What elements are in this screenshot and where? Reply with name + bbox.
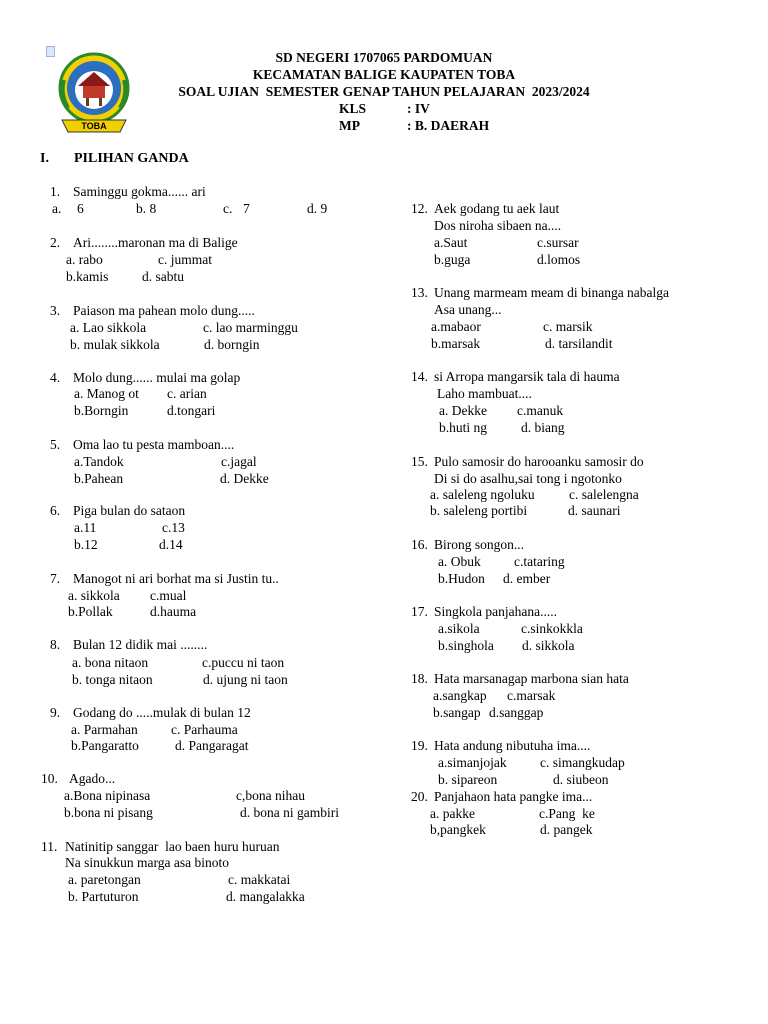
question-text: Pulo samosir do harooanku samosir do: [434, 454, 644, 469]
option-b: b,pangkek: [430, 822, 486, 837]
option-b: b.sangap: [433, 705, 481, 720]
question-text: Manogot ni ari borhat ma si Justin tu..: [73, 571, 279, 586]
class-label: KLS: [339, 101, 367, 116]
option-c: c. jummat: [158, 252, 212, 267]
option-d: d. sabtu: [142, 269, 184, 284]
option-c: c. marsik: [543, 319, 593, 334]
option-a: a. Parmahan: [71, 722, 138, 737]
question-number: 3.: [50, 303, 61, 318]
option-b: b.Pahean: [74, 471, 124, 486]
question-text: Saminggu gokma...... ari: [73, 184, 206, 199]
subject-value: : B. DAERAH: [407, 118, 490, 133]
option-c: c. lao marminggu: [203, 320, 298, 335]
option-c: c.13: [162, 520, 185, 535]
question-number: 8.: [50, 637, 61, 652]
option-a: a.Bona nipinasa: [64, 788, 151, 803]
option-b: b.Pollak: [68, 604, 113, 619]
question-text: Singkola panjahana.....: [434, 604, 557, 619]
question-number: 11.: [41, 839, 58, 854]
option-a: a. Manog ot: [74, 386, 139, 401]
option-c: c.Pang ke: [539, 806, 595, 821]
question-text: si Arropa mangarsik tala di hauma: [434, 369, 620, 384]
section-title: PILIHAN GANDA: [74, 151, 189, 166]
question-number: 12.: [411, 201, 428, 216]
option-d: d.14: [159, 537, 183, 552]
question-text: Aek godang tu aek laut: [434, 201, 560, 216]
question-number: 15.: [411, 454, 428, 469]
question-text-line-2: Dos niroha sibaen na....: [434, 218, 562, 233]
question-text: Godang do .....mulak di bulan 12: [73, 705, 251, 720]
question-text: Piga bulan do sataon: [73, 503, 186, 518]
option-c: c. Parhauma: [171, 722, 238, 737]
question-number: 1.: [50, 184, 61, 199]
option-a: a. Obuk: [438, 554, 481, 569]
question-text: Unang marmeam meam di binanga nabalga: [434, 285, 670, 300]
option-b: b.Borngin: [74, 403, 129, 418]
option-c: c.mual: [150, 588, 187, 603]
option-a: a.Tandok: [74, 454, 124, 469]
question-text: Panjahaon hata pangke ima...: [434, 789, 593, 804]
option-c: c.sursar: [537, 235, 579, 250]
option-c-value: 7: [243, 201, 250, 216]
question-number: 4.: [50, 370, 61, 385]
option-b: b. mulak sikkola: [70, 337, 160, 352]
option-b: b. 8: [136, 201, 157, 216]
question-number: 9.: [50, 705, 61, 720]
option-d: d. borngin: [204, 337, 260, 352]
question-number: 20.: [411, 789, 428, 804]
option-d: d. sikkola: [522, 638, 575, 653]
question-number: 5.: [50, 437, 61, 452]
option-a: a. Dekke: [439, 403, 487, 418]
question-number: 17.: [411, 604, 428, 619]
option-d: d. Dekke: [220, 471, 269, 486]
question-text: Agado...: [69, 771, 116, 786]
option-d: d. Pangaragat: [175, 738, 249, 753]
option-a: a.Saut: [434, 235, 468, 250]
logo-text: TOBA: [81, 121, 107, 131]
section-number: I.: [40, 151, 49, 166]
option-a: a.: [52, 201, 62, 216]
option-d: d.sanggap: [489, 705, 544, 720]
option-a: a.simanjojak: [438, 755, 507, 770]
question-number: 13.: [411, 285, 428, 300]
option-d: d. mangalakka: [226, 889, 305, 904]
district-name: KECAMATAN BALIGE KAUPATEN TOBA: [252, 67, 516, 82]
option-d: d. bona ni gambiri: [240, 805, 339, 820]
option-a: a. paretongan: [68, 872, 141, 887]
option-a: a. bona nitaon: [72, 655, 149, 670]
school-name: SD NEGERI 1707065 PARDOMUAN: [275, 50, 493, 65]
option-c: c.jagal: [221, 454, 257, 469]
option-a: a. Lao sikkola: [70, 320, 147, 335]
question-text: Molo dung...... mulai ma golap: [73, 370, 241, 385]
option-a: a. pakke: [430, 806, 475, 821]
question-text-line-2: Asa unang...: [434, 302, 502, 317]
question-number: 7.: [50, 571, 61, 586]
question-number: 6.: [50, 503, 61, 518]
question-text: Paiason ma pahean molo dung.....: [73, 303, 255, 318]
option-d: d. ember: [503, 571, 551, 586]
option-b: b. Partuturon: [68, 889, 139, 904]
option-b: b. tonga nitaon: [72, 672, 153, 687]
question-number: 18.: [411, 671, 428, 686]
option-d: d. tarsilandit: [545, 336, 613, 351]
option-b: b.12: [74, 537, 98, 552]
option-d: d.lomos: [537, 252, 581, 267]
option-b: b.huti ng: [439, 420, 488, 435]
option-b: b.singhola: [438, 638, 494, 653]
option-b: b. sipareon: [438, 772, 498, 787]
class-value: : IV: [407, 101, 430, 116]
option-c: c.puccu ni taon: [202, 655, 285, 670]
option-a: a.mabaor: [431, 319, 481, 334]
option-b: b.guga: [434, 252, 471, 267]
option-c: c.marsak: [507, 688, 556, 703]
option-a: a. sikkola: [68, 588, 120, 603]
option-b: b.Hudon: [438, 571, 485, 586]
option-c: c,bona nihau: [236, 788, 305, 803]
question-number: 19.: [411, 738, 428, 753]
option-d: d. biang: [521, 420, 565, 435]
option-c: c. salelengna: [569, 487, 639, 502]
question-number: 10.: [41, 771, 58, 786]
question-text-line-2: Na sinukkun marga asa binoto: [65, 855, 229, 870]
question-text-line-2: Laho mambuat....: [437, 386, 532, 401]
option-c: c. arian: [167, 386, 207, 401]
option-a: a.sikola: [438, 621, 480, 636]
question-text: Birong songon...: [434, 537, 525, 552]
question-number: 16.: [411, 537, 428, 552]
option-c: c. makkatai: [228, 872, 291, 887]
question-text: Hata marsanagap marbona sian hata: [434, 671, 629, 686]
option-d: d. ujung ni taon: [203, 672, 288, 687]
option-d: d. saunari: [568, 503, 621, 518]
option-c: c.: [223, 201, 233, 216]
toba-regency-logo: [56, 50, 132, 136]
option-b: b.marsak: [431, 336, 481, 351]
option-b: b. saleleng portibi: [430, 503, 528, 518]
option-a: a. rabo: [66, 252, 103, 267]
question-text: Hata andung nibutuha ima....: [434, 738, 591, 753]
subject-label: MP: [339, 118, 360, 133]
option-a: a.sangkap: [433, 688, 487, 703]
question-number: 2.: [50, 235, 61, 250]
option-b: b.bona ni pisang: [64, 805, 153, 820]
option-a: a.11: [74, 520, 97, 535]
option-c: c.sinkokkla: [521, 621, 583, 636]
option-a-value: 6: [77, 201, 84, 216]
option-b: b.Pangaratto: [71, 738, 139, 753]
option-d: d. siubeon: [553, 772, 609, 787]
option-d: d. pangek: [540, 822, 593, 837]
question-text-line-2: Di si do asalhu,sai tong i ngotonko: [434, 471, 622, 486]
question-text: Natinitip sanggar lao baen huru huruan: [65, 839, 280, 854]
exam-title: SOAL UJIAN SEMESTER GENAP TAHUN PELAJARAN 2023/2024: [178, 84, 590, 99]
option-d: d. 9: [307, 201, 328, 216]
option-d: d.hauma: [150, 604, 197, 619]
option-c: c.manuk: [517, 403, 564, 418]
option-a: a. saleleng ngoluku: [430, 487, 535, 502]
document-marker-icon: [46, 46, 55, 57]
option-d: d.tongari: [167, 403, 216, 418]
question-text: Oma lao tu pesta mamboan....: [73, 437, 235, 452]
question-text: Bulan 12 didik mai ........: [73, 637, 208, 652]
question-number: 14.: [411, 369, 428, 384]
option-c: c.tataring: [514, 554, 565, 569]
question-text: Ari........maronan ma di Balige: [73, 235, 238, 250]
option-c: c. simangkudap: [540, 755, 625, 770]
option-b: b.kamis: [66, 269, 109, 284]
